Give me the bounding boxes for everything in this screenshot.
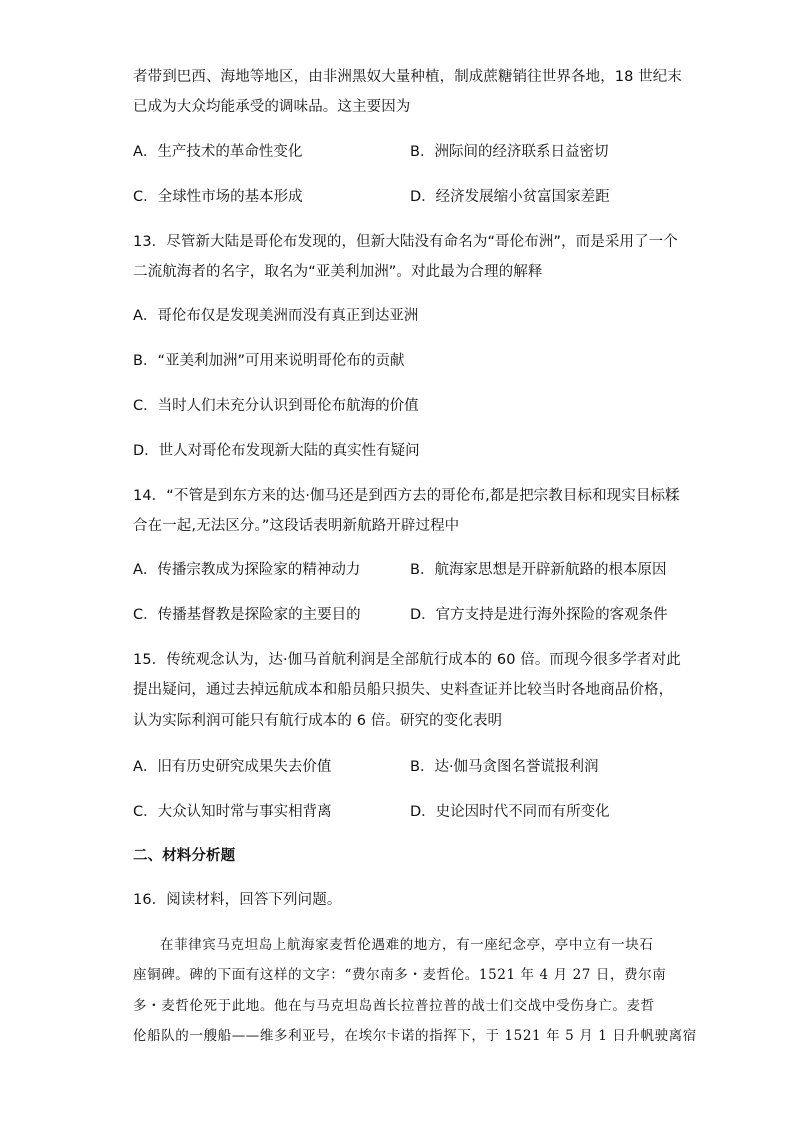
q15-stem-line-2: 提出疑问，通过去掉远航成本和船员船只损失、史料查证并比较当时各地商品价格，	[133, 682, 674, 698]
q12-stem-line-2: 已成为大众均能承受的调味品。这主要因为	[133, 99, 411, 115]
q15-option-d: D．史论因时代不同而有所变化	[410, 804, 610, 820]
q14-stem-line-2: 合在一起,无法区分。”这段话表明新航路开辟过程中	[133, 518, 460, 534]
section-title: 二、材料分析题	[133, 848, 236, 864]
q15-stem-line-1: 15．传统观念认为，达·伽马首航利润是全部航行成本的 60 倍。而现今很多学者对此	[133, 652, 681, 668]
q14-option-c: C．传播基督教是探险家的主要目的	[133, 607, 361, 623]
q14-option-a: A．传播宗教成为探险家的精神动力	[133, 562, 361, 578]
q12-option-a: A．生产技术的革命性变化	[133, 144, 303, 160]
q15-option-a: A．旧有历史研究成果失去价值	[133, 759, 332, 775]
q13-option-c: C．当时人们未充分认识到哥伦布航海的价值	[133, 398, 419, 414]
q13-stem-line-2: 二流航海者的名字，取名为“亚美利加洲”。对此最为合理的解释	[133, 264, 543, 280]
q14-option-b: B．航海家思想是开辟新航路的根本原因	[410, 562, 667, 578]
q12-option-c: C．全球性市场的基本形成	[133, 189, 303, 205]
q16-material-line-4: 伦船队的一艘船——维多利亚号，在埃尔卡诺的指挥下，于 1521 年 5 月 1 日升帆驶离宿	[133, 1028, 697, 1044]
q16-stem: 16．阅读材料，回答下列问题。	[133, 892, 342, 908]
q12-option-b: B．洲际间的经济联系日益密切	[410, 144, 609, 160]
q16-material-line-3: 多・麦哲伦死于此地。他在与马克坦岛酋长拉普拉普的战士们交战中受伤身亡。麦哲	[133, 998, 655, 1014]
q12-option-d: D．经济发展缩小贫富国家差距	[410, 189, 610, 205]
q16-material-line-2: 座铜碑。碑的下面有这样的文字：“费尔南多・麦哲伦。1521 年 4 月 27 日，费尔南	[133, 967, 667, 983]
q15-option-c: C．大众认知时常与事实相背离	[133, 804, 332, 820]
q12-stem-line-1: 者带到巴西、海地等地区，由非洲黑奴大量种植，制成蔗糖销往世界各地，18 世纪末	[133, 69, 682, 85]
q15-option-b: B．达·伽马贪图名誉谎报利润	[410, 759, 599, 775]
q13-option-d: D．世人对哥伦布发现新大陆的真实性有疑问	[133, 443, 420, 459]
q14-option-d: D．官方支持是进行海外探险的客观条件	[410, 607, 668, 623]
q13-option-a: A．哥伦布仅是发现美洲而没有真正到达亚洲	[133, 308, 419, 324]
q16-material-line-1: 在菲律宾马克坦岛上航海家麦哲伦遇难的地方，有一座纪念亭，亭中立有一块石	[160, 937, 654, 953]
q13-option-b: B．“亚美利加洲”可用来说明哥伦布的贡献	[133, 353, 405, 369]
q13-stem-line-1: 13．尽管新大陆是哥伦布发现的，但新大陆没有命名为“哥伦布洲”，而是采用了一个	[133, 234, 678, 250]
q15-stem-line-3: 认为实际利润可能只有航行成本的 6 倍。研究的变化表明	[133, 713, 503, 729]
q14-stem-line-1: 14．“不管是到东方来的达·伽马还是到西方去的哥伦布,都是把宗教目标和现实目标糅	[133, 488, 680, 504]
